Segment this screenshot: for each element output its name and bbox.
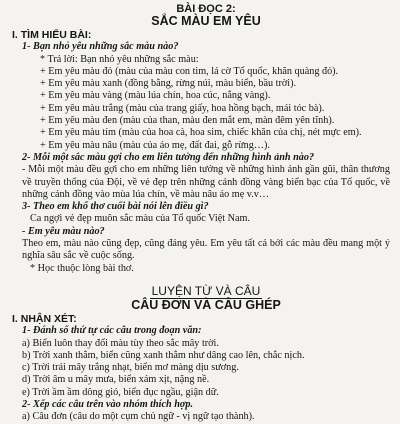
exercise-2: 2- Xếp các câu trên vào nhóm thích hợp. bbox=[22, 399, 194, 411]
note: * Học thuộc lòng bài thơ. bbox=[30, 262, 134, 274]
section-heading-nhan-xet: I. NHẬN XÉT: bbox=[12, 312, 77, 325]
sentence-b: b) Trời xanh thẳm, biển cũng xanh thẳm như dâng cao lên, chắc nịch. bbox=[22, 349, 305, 361]
lesson-title: BÀI ĐỌC 2: bbox=[176, 3, 236, 15]
color-item-red: + Em yêu màu đỏ (màu của màu con tim, lá cờ Tổ quốc, khăn quàng đỏ). bbox=[40, 65, 339, 77]
color-list bbox=[22, 66, 390, 152]
section2-title bbox=[22, 285, 390, 298]
exercise-2-answer-start: a) Câu đơn (câu do một cụm chủ ngữ - vị ngữ tạo thành). bbox=[22, 411, 255, 423]
question-2: 2- Mỗi một sắc màu gợi cho em liên tưởng đến những hình ảnh nào? bbox=[22, 151, 315, 163]
section2-title-text: LUYỆN TỪ VÀ CÂU bbox=[151, 283, 261, 298]
question-1: 1- Bạn nhỏ yêu những sắc màu nào? bbox=[22, 41, 179, 53]
answer-1-intro: * Trả lời: Bạn nhỏ yêu những sắc màu: bbox=[40, 53, 199, 65]
question-4: - Em yêu màu nào? bbox=[22, 225, 105, 237]
question-3: 3- Theo em khổ thơ cuối bài nói lên điều gì? bbox=[22, 201, 209, 213]
sentence-list bbox=[22, 338, 390, 399]
section2-subtitle: CÂU ĐƠN VÀ CÂU GHÉP bbox=[131, 297, 281, 312]
answer-2: - Mỗi một màu đều gợi cho em những liên tưởng về những hình ảnh gần gũi, thân thương về truyền thống của Đội, về vẻ đẹp trên những cánh đồng vàng biển bạc của Tổ quốc, về những cảnh đồng vào mùa lúa chín, về màu nâu áo mẹ v.v… bbox=[22, 164, 390, 200]
sentence-a: a) Biển luôn thay đổi màu tùy theo sắc mây trời. bbox=[22, 337, 219, 349]
color-item-yellow: + Em yêu màu vàng (màu lúa chín, hoa cúc, nắng vàng). bbox=[40, 90, 271, 102]
color-item-brown: + Em yêu màu nâu (màu của áo mẹ, đất đai, gỗ rừng…). bbox=[40, 139, 270, 151]
color-item-white: + Em yêu màu trắng (màu của trang giấy, hoa hồng bạch, mái tóc bà). bbox=[40, 102, 325, 114]
answer-3: Ca ngợi vẻ đẹp muôn sắc màu của Tổ quốc Việt Nam. bbox=[30, 213, 250, 225]
color-item-purple: + Em yêu màu tím (màu của hoa cà, hoa sim, chiếc khăn của chị, nét mực em). bbox=[40, 127, 362, 139]
sentence-c: c) Trời trải mây trắng nhạt, biển mơ màng dịu sương. bbox=[22, 362, 239, 374]
sentence-d: d) Trời âm u mây mưa, biển xám xịt, nặng nề. bbox=[22, 374, 210, 386]
sentence-e: e) Trời ầm ầm dông gió, biển đục ngầu, giận dữ. bbox=[22, 386, 219, 398]
color-item-blue: + Em yêu màu xanh (đồng bằng, rừng núi, màu biển, bầu trời). bbox=[40, 78, 297, 90]
page bbox=[0, 3, 400, 423]
exercise-1: 1- Đánh số thứ tự các câu trong đoạn văn: bbox=[22, 325, 202, 337]
answer-4: Theo em, màu nào cũng đẹp, cũng đáng yêu. Em yêu tất cả bởi các màu đều mang một ý nghĩa sâu sắc về cuộc sống. bbox=[22, 238, 390, 262]
lesson-name: SẮC MÀU EM YÊU bbox=[151, 14, 261, 28]
color-item-black: + Em yêu màu đen (màu của than, màu đen mắt em, màn đêm yên tĩnh). bbox=[40, 115, 335, 127]
section-heading-tim-hieu-bai: I. TÌM HIỂU BÀI: bbox=[12, 29, 92, 41]
